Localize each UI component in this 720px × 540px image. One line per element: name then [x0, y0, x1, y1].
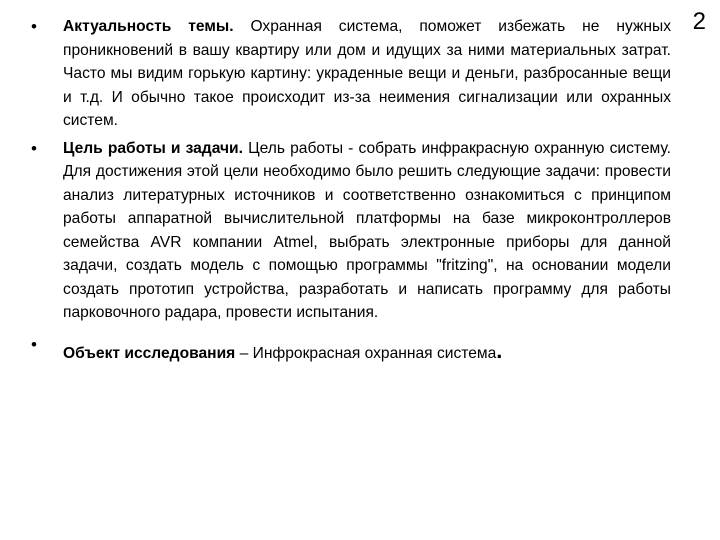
- object-term: Объект исследования: [63, 344, 236, 362]
- goals-term: Цель работы и задачи.: [63, 139, 243, 157]
- bullet-list: [31, 15, 671, 369]
- slide-number: 2: [692, 8, 706, 35]
- bullet-item-relevance: [31, 15, 671, 133]
- bullet-item-object: [31, 334, 671, 366]
- bullet-icon: •: [31, 334, 37, 354]
- bullet-icon: •: [31, 17, 37, 36]
- object-text: – Инфрокрасная охранная система: [239, 344, 497, 362]
- bullet-icon: •: [31, 138, 37, 158]
- relevance-text: Охранная система, поможет избежать не нужных проникновений в вашу квартиру или дом и идущих за ними материальных затрат. Часто мы видим горькую картину: украденные вещи и деньги, разбросанные вещи и т.д. И обычно такое происходит из-за неимения сигнализации или охранных систем.: [63, 18, 671, 129]
- bullet-item-goals: [31, 137, 671, 325]
- relevance-term: Актуальность темы.: [63, 18, 234, 35]
- object-end-mark: .: [496, 337, 503, 363]
- goals-text: Цель работы - собрать инфракрасную охранную систему. Для достижения этой цели необходимо было решить следующие задачи: провести анализ литературных источников и соответственно ознакомиться с принципом работы аппаратной вычислительной платформы на базе микроконтроллеров семейства AVR компании Atmel, выбрать электронные приборы для данной задачи, создать модель с помощью программы "fritzing", на основании модели создать прототип устройства, разработать и написать программу для работы парковочного радара, провести испытания.: [63, 139, 672, 321]
